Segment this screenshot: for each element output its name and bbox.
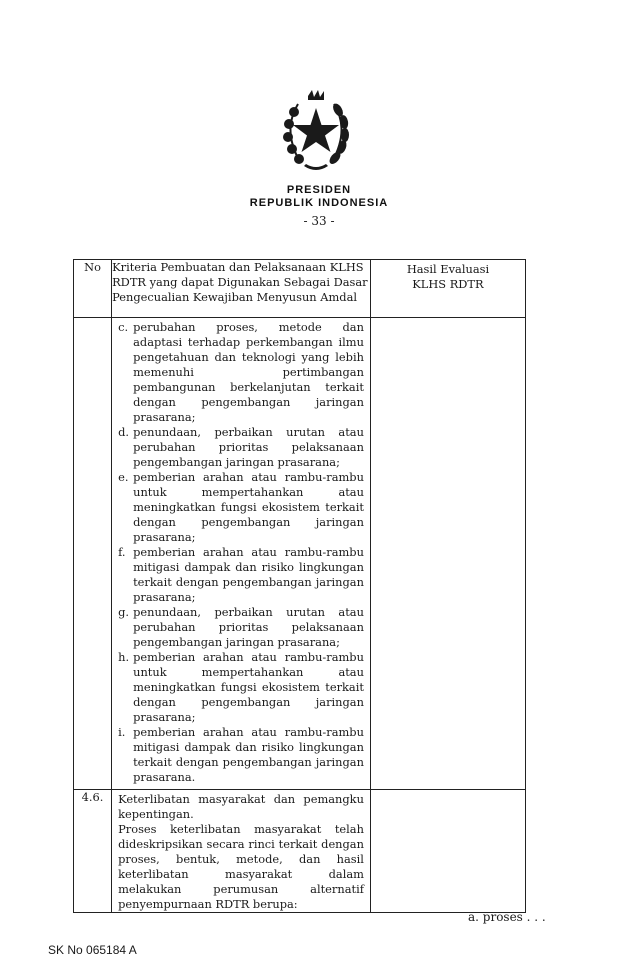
- criteria-cell: [112, 790, 371, 913]
- row-number-cell: 4.6.: [74, 790, 112, 913]
- result-cell: [370, 790, 525, 913]
- result-cell: [370, 318, 525, 790]
- column-header-no: No: [74, 260, 112, 318]
- list-item-label: e.: [118, 470, 129, 484]
- footer-serial: SK No 065184 A: [48, 943, 137, 957]
- criteria-cell: [112, 318, 371, 790]
- list-item-text: pemberian arahan atau rambu-rambu mitigasi dampak dan risiko lingkungan terkait dengan pengembangan jaringan prasarana.: [133, 725, 364, 784]
- list-item: [118, 605, 364, 650]
- list-item: [118, 470, 364, 545]
- column-header-result: [370, 260, 525, 318]
- list-item: [118, 320, 364, 425]
- list-item-text: pemberian arahan atau rambu-rambu mitigasi dampak dan risiko lingkungan terkait dengan pengembangan jaringan prasarana;: [133, 545, 364, 604]
- garuda-emblem-icon: [268, 86, 364, 178]
- list-item-text: penundaan, perbaikan urutan atau perubahan prioritas pelaksanaan pengembangan jaringan prasarana;: [133, 425, 364, 469]
- list-item: [118, 545, 364, 605]
- table-row: [74, 318, 526, 790]
- header-title: PRESIDEN: [286, 184, 352, 196]
- list-item-label: d.: [118, 425, 130, 439]
- list-item-label: h.: [118, 650, 130, 664]
- criteria-body: Proses keterlibatan masyarakat telah dideskripsikan secara rinci terkait dengan proses, bentuk, metode, dan hasil keterlibatan masyarakat dalam melakukan perumusan alternatif penyempurnaan RDTR berupa:: [118, 822, 364, 911]
- list-item: [118, 725, 364, 785]
- list-item-text: perubahan proses, metode dan adaptasi terhadap perkembangan ilmu pengetahuan dan teknologi yang lebih memenuhi pertimbangan pembangunan berkelanjutan terkait dengan pengembangan jaringan prasarana;: [133, 320, 364, 424]
- column-header-result-text: Hasil Evaluasi KLHS RDTR: [406, 262, 490, 291]
- list-item-label: g.: [118, 605, 130, 619]
- column-header-criteria: Kriteria Pembuatan dan Pelaksanaan KLHS RDTR yang dapat Digunakan Sebagai Dasar Pengecualian Kewajiban Menyusun Amdal: [112, 260, 371, 318]
- criteria-list: [112, 318, 370, 789]
- header-subtitle: REPUBLIK INDONESIA: [249, 197, 389, 209]
- criteria-table: [73, 259, 526, 913]
- row-number-cell: [74, 318, 112, 790]
- criteria-title: Keterlibatan masyarakat dan pemangku kepentingan.: [118, 792, 364, 821]
- table-header-row: [74, 260, 526, 318]
- list-item: [118, 425, 364, 470]
- list-item-text: penundaan, perbaikan urutan atau perubahan prioritas pelaksanaan pengembangan jaringan prasarana;: [133, 605, 364, 649]
- list-item: [118, 650, 364, 725]
- list-item-text: pemberian arahan atau rambu-rambu untuk mempertahankan atau meningkatkan fungsi ekosistem terkait dengan pengembangan jaringan prasarana;: [133, 650, 364, 724]
- list-item-label: f.: [118, 545, 126, 559]
- list-item-text: pemberian arahan atau rambu-rambu untuk mempertahankan atau meningkatkan fungsi ekosistem terkait dengan pengembangan jaringan prasarana;: [133, 470, 364, 544]
- page-number: - 33 -: [303, 214, 335, 228]
- list-item-label: i.: [118, 725, 126, 739]
- list-item-label: c.: [118, 320, 129, 334]
- criteria-paragraph: [112, 790, 370, 912]
- table-row: [74, 790, 526, 913]
- continuation-note: a. proses . . .: [468, 910, 546, 924]
